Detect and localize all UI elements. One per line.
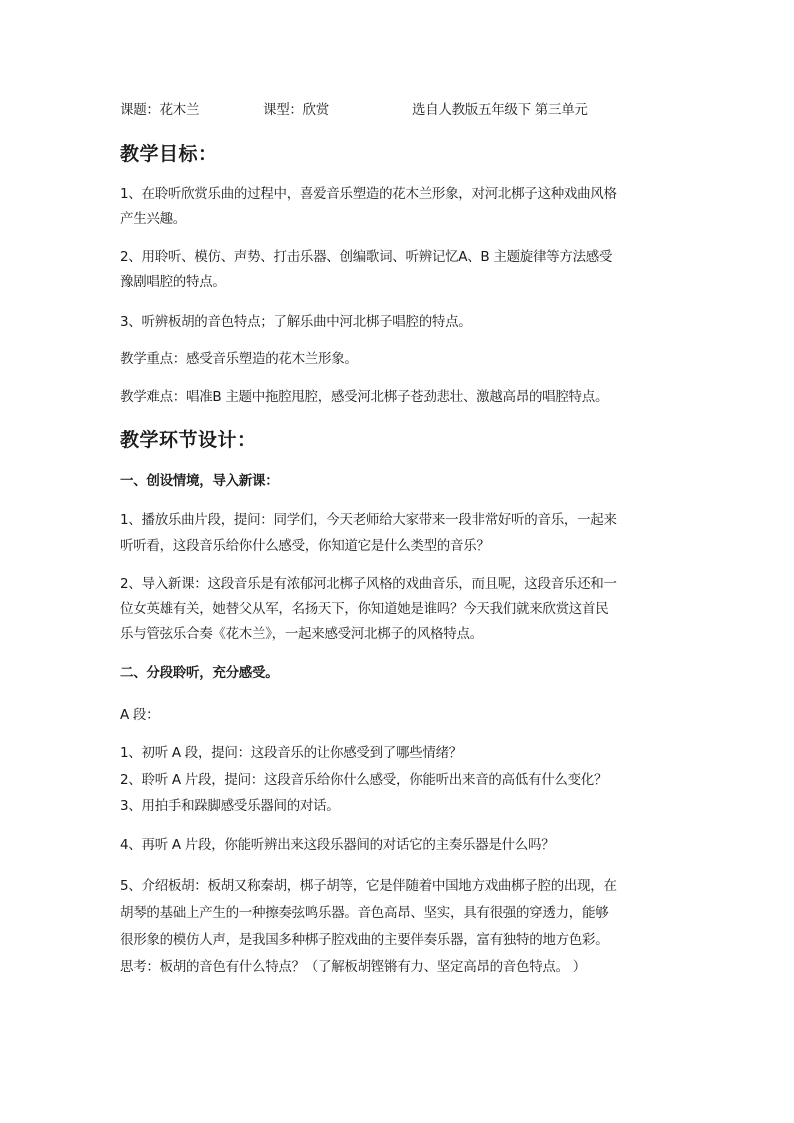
teaching-difficulty: 教学难点：唱准B 主题中拖腔甩腔，感受河北梆子苍劲悲壮、激越高昂的唱腔特点。 bbox=[120, 389, 609, 405]
lesson-source: 选自人教版五年级下 第三单元 bbox=[412, 102, 588, 118]
goal-2-line-1: 2、用聆听、模仿、声势、打击乐器、创编歌词、听辨记忆A、B 主题旋律等方法感受 bbox=[120, 249, 613, 265]
banhu-intro-line-1: 5、介绍板胡：板胡又称秦胡，梆子胡等，它是伴随着中国地方戏曲梆子腔的出现，在 bbox=[120, 878, 617, 894]
s1-para-2-line-1: 2、导入新课：这段音乐是有浓郁河北梆子风格的戏曲音乐，而且呢，这段音乐还和一 bbox=[120, 576, 617, 592]
banhu-intro-line-2: 胡琴的基础上产生的一种擦奏弦鸣乐器。音色高昂、坚实，具有很强的穿透力，能够 bbox=[120, 905, 609, 921]
lesson-type: 课型：欣赏 bbox=[263, 102, 329, 118]
a-question-1: 1、初听 A 段，提问：这段音乐的让你感受到了哪些情绪？ bbox=[120, 745, 463, 761]
goal-3: 3、听辨板胡的音色特点；了解乐曲中河北梆子唱腔的特点。 bbox=[120, 314, 472, 330]
banhu-intro-line-3: 很形象的模仿人声，是我国多种梆子腔戏曲的主要伴奏乐器，富有独特的地方色彩。 bbox=[120, 932, 609, 948]
s1-para-1-line-1: 1、播放乐曲片段，提问：同学们，今天老师给大家带来一段非常好听的音乐，一起来 bbox=[120, 512, 617, 528]
goal-1-line-2: 产生兴趣。 bbox=[120, 211, 186, 227]
a-question-2: 2、聆听 A 片段，提问：这段音乐给你什么感受，你能听出来音的高低有什么变化？ bbox=[120, 772, 608, 788]
s1-para-2-line-2: 位女英雄有关，她替父从军，名扬天下，你知道她是谁吗？今天我们就来欣赏这首民 bbox=[120, 601, 609, 617]
section-1-heading: 一、创设情境，导入新课： bbox=[120, 473, 279, 489]
s1-para-2-line-3: 乐与管弦乐合奏《花木兰》，一起来感受河北梆子的风格特点。 bbox=[120, 626, 483, 642]
teaching-focus: 教学重点：感受音乐塑造的花木兰形象。 bbox=[120, 351, 358, 367]
a-question-3: 3、用拍手和跺脚感受乐器间的对话。 bbox=[120, 798, 340, 814]
think-question: 思考：板胡的音色有什么特点？（了解板胡铿锵有力、坚定高昂的音色特点。 ） bbox=[120, 959, 586, 975]
goal-1-line-1: 1、在聆听欣赏乐曲的过程中，喜爱音乐塑造的花木兰形象，对河北梆子这种戏曲风格 bbox=[120, 186, 617, 202]
lesson-topic: 课题：花木兰 bbox=[120, 102, 200, 118]
a-question-4: 4、再听 A 片段，你能听辨出来这段乐器间的对话它的主奏乐器是什么吗？ bbox=[120, 837, 555, 853]
section-a-label: A 段： bbox=[120, 707, 160, 723]
design-heading: 教学环节设计： bbox=[120, 429, 257, 451]
s1-para-1-line-2: 听听看，这段音乐给你什么感受，你知道它是什么类型的音乐？ bbox=[120, 538, 490, 554]
goals-heading: 教学目标： bbox=[120, 143, 218, 165]
goal-2-line-2: 豫剧唱腔的特点。 bbox=[120, 274, 226, 290]
section-2-heading: 二、分段聆听，充分感受。 bbox=[120, 665, 279, 681]
